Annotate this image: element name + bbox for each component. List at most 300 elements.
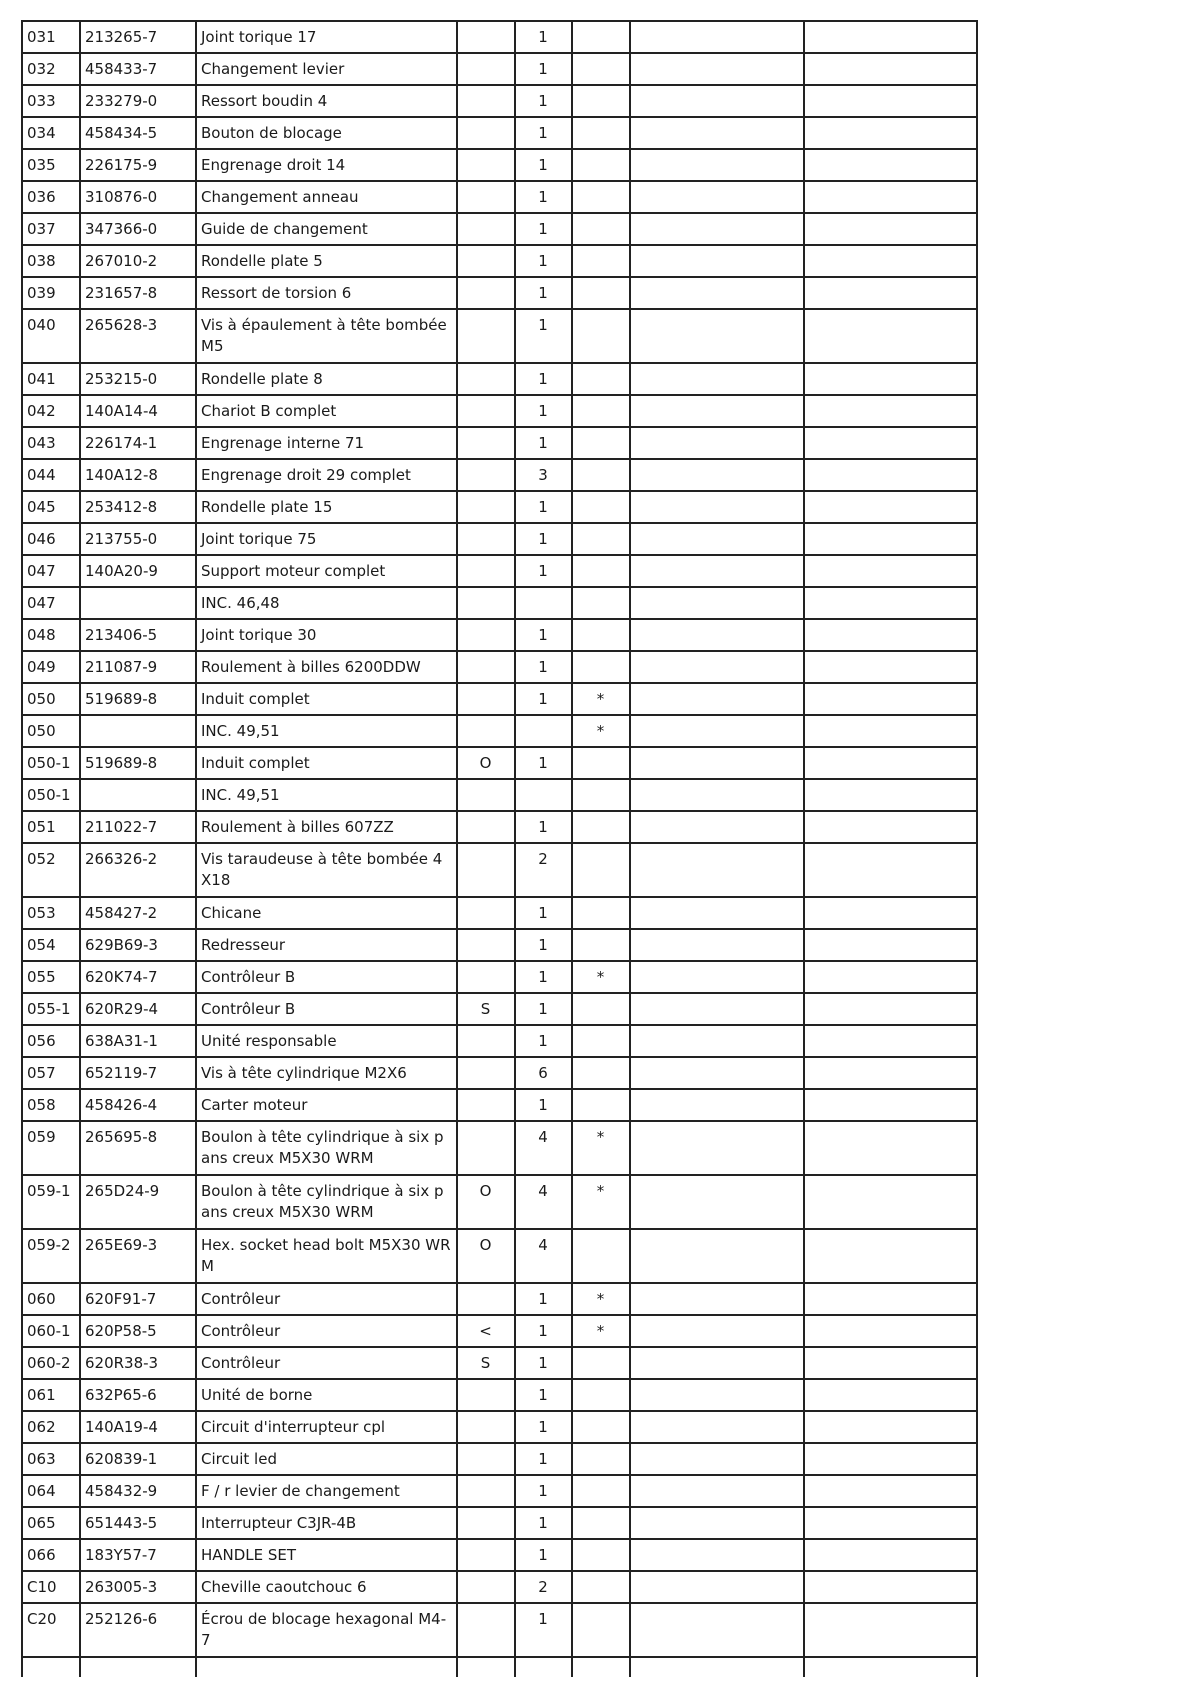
empty-cell — [804, 21, 977, 53]
empty-cell — [630, 1025, 804, 1057]
quantity: 4 — [515, 1121, 572, 1175]
empty-cell — [515, 1657, 572, 1677]
quantity: 4 — [515, 1229, 572, 1283]
variant-flag: O — [457, 1229, 515, 1283]
empty-cell — [22, 1657, 80, 1677]
table-row — [22, 1283, 977, 1315]
part-number — [80, 779, 196, 811]
variant-flag — [457, 491, 515, 523]
empty-cell — [804, 1657, 977, 1677]
part-description: Unité responsable — [196, 1025, 457, 1057]
empty-cell — [630, 1175, 804, 1229]
empty-cell — [804, 523, 977, 555]
part-description: Vis à tête cylindrique M2X6 — [196, 1057, 457, 1089]
remark-mark — [572, 85, 630, 117]
part-number: 140A12-8 — [80, 459, 196, 491]
part-number: 213755-0 — [80, 523, 196, 555]
part-number: 458434-5 — [80, 117, 196, 149]
quantity: 1 — [515, 555, 572, 587]
table-row — [22, 1229, 977, 1283]
variant-flag — [457, 961, 515, 993]
empty-cell — [630, 1089, 804, 1121]
empty-cell — [804, 1539, 977, 1571]
part-description: Changement anneau — [196, 181, 457, 213]
item-number: 047 — [22, 587, 80, 619]
table-row — [22, 1347, 977, 1379]
quantity: 1 — [515, 1411, 572, 1443]
part-number: 252126-6 — [80, 1603, 196, 1657]
table-row — [22, 245, 977, 277]
item-number: 042 — [22, 395, 80, 427]
quantity: 1 — [515, 1089, 572, 1121]
variant-flag — [457, 1539, 515, 1571]
item-number: 053 — [22, 897, 80, 929]
empty-cell — [804, 555, 977, 587]
quantity: 3 — [515, 459, 572, 491]
empty-cell — [630, 961, 804, 993]
part-description: Engrenage droit 29 complet — [196, 459, 457, 491]
empty-cell — [630, 523, 804, 555]
variant-flag: O — [457, 747, 515, 779]
item-number: 064 — [22, 1475, 80, 1507]
part-number: 265628-3 — [80, 309, 196, 363]
empty-cell — [630, 1283, 804, 1315]
empty-cell — [804, 1603, 977, 1657]
empty-cell — [630, 1603, 804, 1657]
remark-mark — [572, 1507, 630, 1539]
empty-cell — [804, 1121, 977, 1175]
empty-cell — [630, 651, 804, 683]
table-row — [22, 53, 977, 85]
remark-mark — [572, 181, 630, 213]
table-row — [22, 1411, 977, 1443]
empty-cell — [630, 1571, 804, 1603]
table-row — [22, 363, 977, 395]
empty-cell — [630, 1507, 804, 1539]
part-number: 226174-1 — [80, 427, 196, 459]
part-number: 253412-8 — [80, 491, 196, 523]
variant-flag — [457, 715, 515, 747]
table-row — [22, 961, 977, 993]
empty-cell — [804, 1025, 977, 1057]
part-description: Boulon à tête cylindrique à six pans creux M5X30 WRM — [196, 1121, 457, 1175]
quantity: 1 — [515, 117, 572, 149]
part-description: Roulement à billes 6200DDW — [196, 651, 457, 683]
quantity: 1 — [515, 651, 572, 683]
quantity: 1 — [515, 619, 572, 651]
empty-cell — [630, 1315, 804, 1347]
quantity — [515, 587, 572, 619]
empty-cell — [804, 1379, 977, 1411]
table-row — [22, 929, 977, 961]
variant-flag — [457, 1571, 515, 1603]
item-number: 050 — [22, 683, 80, 715]
remark-mark — [572, 149, 630, 181]
item-number: 034 — [22, 117, 80, 149]
variant-flag — [457, 619, 515, 651]
quantity: 1 — [515, 1283, 572, 1315]
remark-mark — [572, 1057, 630, 1089]
table-row — [22, 1315, 977, 1347]
empty-cell — [457, 1657, 515, 1677]
part-number: 267010-2 — [80, 245, 196, 277]
quantity: 1 — [515, 85, 572, 117]
table-row — [22, 619, 977, 651]
part-number: 620P58-5 — [80, 1315, 196, 1347]
table-row — [22, 1475, 977, 1507]
part-number: 629B69-3 — [80, 929, 196, 961]
part-description: HANDLE SET — [196, 1539, 457, 1571]
variant-flag — [457, 779, 515, 811]
empty-cell — [630, 1443, 804, 1475]
quantity: 1 — [515, 929, 572, 961]
quantity: 1 — [515, 427, 572, 459]
variant-flag — [457, 363, 515, 395]
part-description: Redresseur — [196, 929, 457, 961]
remark-mark — [572, 587, 630, 619]
remark-mark: * — [572, 1175, 630, 1229]
variant-flag — [457, 587, 515, 619]
remark-mark — [572, 993, 630, 1025]
item-number: 052 — [22, 843, 80, 897]
quantity — [515, 779, 572, 811]
empty-cell — [804, 181, 977, 213]
empty-cell — [804, 53, 977, 85]
empty-cell — [630, 395, 804, 427]
item-number: 054 — [22, 929, 80, 961]
part-number: 183Y57-7 — [80, 1539, 196, 1571]
quantity: 1 — [515, 747, 572, 779]
empty-cell — [804, 961, 977, 993]
part-number: 140A14-4 — [80, 395, 196, 427]
part-number: 347366-0 — [80, 213, 196, 245]
remark-mark — [572, 1229, 630, 1283]
part-description: Contrôleur — [196, 1283, 457, 1315]
part-number: 620K74-7 — [80, 961, 196, 993]
quantity: 1 — [515, 993, 572, 1025]
empty-cell — [804, 213, 977, 245]
remark-mark — [572, 459, 630, 491]
variant-flag — [457, 277, 515, 309]
table-row — [22, 747, 977, 779]
part-number: 140A20-9 — [80, 555, 196, 587]
empty-cell — [804, 395, 977, 427]
table-row — [22, 213, 977, 245]
remark-mark — [572, 1025, 630, 1057]
table-row — [22, 555, 977, 587]
empty-cell — [630, 715, 804, 747]
part-description: Rondelle plate 15 — [196, 491, 457, 523]
quantity: 2 — [515, 1571, 572, 1603]
table-row — [22, 1089, 977, 1121]
empty-cell — [630, 897, 804, 929]
part-number: 310876-0 — [80, 181, 196, 213]
table-row — [22, 683, 977, 715]
variant-flag — [457, 21, 515, 53]
empty-cell — [804, 1057, 977, 1089]
remark-mark — [572, 811, 630, 843]
variant-flag — [457, 427, 515, 459]
part-number: 638A31-1 — [80, 1025, 196, 1057]
quantity: 1 — [515, 245, 572, 277]
item-number: 048 — [22, 619, 80, 651]
empty-cell — [804, 1507, 977, 1539]
part-number — [80, 587, 196, 619]
item-number: 039 — [22, 277, 80, 309]
quantity: 1 — [515, 1347, 572, 1379]
remark-mark: * — [572, 961, 630, 993]
empty-cell — [630, 1057, 804, 1089]
empty-cell — [630, 53, 804, 85]
item-number: 050-1 — [22, 779, 80, 811]
variant-flag — [457, 1089, 515, 1121]
empty-cell — [630, 555, 804, 587]
item-number: 050 — [22, 715, 80, 747]
empty-cell — [630, 587, 804, 619]
quantity: 1 — [515, 1475, 572, 1507]
remark-mark — [572, 619, 630, 651]
empty-cell — [630, 811, 804, 843]
part-description: Vis taraudeuse à tête bombée 4X18 — [196, 843, 457, 897]
part-description: Engrenage droit 14 — [196, 149, 457, 181]
variant-flag — [457, 1283, 515, 1315]
quantity: 1 — [515, 1443, 572, 1475]
quantity: 1 — [515, 491, 572, 523]
empty-cell — [630, 843, 804, 897]
item-number: 055 — [22, 961, 80, 993]
quantity: 6 — [515, 1057, 572, 1089]
variant-flag — [457, 683, 515, 715]
remark-mark — [572, 929, 630, 961]
remark-mark — [572, 1475, 630, 1507]
part-number: 226175-9 — [80, 149, 196, 181]
empty-cell — [630, 1347, 804, 1379]
part-number: 620839-1 — [80, 1443, 196, 1475]
table-row — [22, 587, 977, 619]
variant-flag — [457, 843, 515, 897]
empty-cell — [630, 1229, 804, 1283]
part-description: Hex. socket head bolt M5X30 WRM — [196, 1229, 457, 1283]
remark-mark — [572, 1347, 630, 1379]
variant-flag — [457, 85, 515, 117]
remark-mark — [572, 395, 630, 427]
empty-cell — [804, 1475, 977, 1507]
remark-mark — [572, 1539, 630, 1571]
empty-cell — [804, 929, 977, 961]
variant-flag — [457, 555, 515, 587]
part-description: Induit complet — [196, 747, 457, 779]
table-row — [22, 1025, 977, 1057]
variant-flag — [457, 181, 515, 213]
variant-flag — [457, 309, 515, 363]
part-description: Écrou de blocage hexagonal M4-7 — [196, 1603, 457, 1657]
part-number: 231657-8 — [80, 277, 196, 309]
table-row — [22, 779, 977, 811]
variant-flag — [457, 897, 515, 929]
part-description: Vis à épaulement à tête bombée M5 — [196, 309, 457, 363]
part-number: 651443-5 — [80, 1507, 196, 1539]
part-number: 211022-7 — [80, 811, 196, 843]
table-row — [22, 897, 977, 929]
variant-flag — [457, 1057, 515, 1089]
remark-mark — [572, 843, 630, 897]
empty-cell — [804, 1229, 977, 1283]
empty-cell — [804, 309, 977, 363]
remark-mark — [572, 1379, 630, 1411]
part-description: Circuit d'interrupteur cpl — [196, 1411, 457, 1443]
part-number: 265D24-9 — [80, 1175, 196, 1229]
empty-cell — [630, 149, 804, 181]
empty-cell — [804, 1571, 977, 1603]
empty-cell — [630, 309, 804, 363]
part-description: Carter moteur — [196, 1089, 457, 1121]
quantity: 1 — [515, 1379, 572, 1411]
item-number: 036 — [22, 181, 80, 213]
empty-cell — [804, 747, 977, 779]
item-number: 038 — [22, 245, 80, 277]
variant-flag — [457, 459, 515, 491]
part-number: 213406-5 — [80, 619, 196, 651]
item-number: 044 — [22, 459, 80, 491]
part-description: Interrupteur C3JR-4B — [196, 1507, 457, 1539]
empty-cell — [630, 491, 804, 523]
variant-flag — [457, 1507, 515, 1539]
empty-cell — [804, 1347, 977, 1379]
remark-mark — [572, 747, 630, 779]
part-number: 458432-9 — [80, 1475, 196, 1507]
part-description: Chariot B complet — [196, 395, 457, 427]
empty-cell — [804, 1089, 977, 1121]
remark-mark: * — [572, 1283, 630, 1315]
empty-cell — [630, 1121, 804, 1175]
item-number: 059-2 — [22, 1229, 80, 1283]
part-description: Ressort de torsion 6 — [196, 277, 457, 309]
empty-cell — [630, 213, 804, 245]
quantity: 1 — [515, 961, 572, 993]
variant-flag — [457, 1025, 515, 1057]
table-row — [22, 523, 977, 555]
remark-mark — [572, 1411, 630, 1443]
table-row — [22, 459, 977, 491]
item-number: 056 — [22, 1025, 80, 1057]
item-number: 059 — [22, 1121, 80, 1175]
quantity: 1 — [515, 1507, 572, 1539]
quantity: 1 — [515, 523, 572, 555]
table-row — [22, 811, 977, 843]
table-row — [22, 309, 977, 363]
quantity: 4 — [515, 1175, 572, 1229]
quantity: 2 — [515, 843, 572, 897]
part-number: 652119-7 — [80, 1057, 196, 1089]
variant-flag — [457, 1443, 515, 1475]
quantity: 1 — [515, 811, 572, 843]
table-row — [22, 1571, 977, 1603]
item-number: 049 — [22, 651, 80, 683]
table-row — [22, 1121, 977, 1175]
item-number: 055-1 — [22, 993, 80, 1025]
quantity: 1 — [515, 309, 572, 363]
empty-cell — [630, 117, 804, 149]
part-description: Joint torique 17 — [196, 21, 457, 53]
empty-cell — [804, 363, 977, 395]
empty-cell — [804, 117, 977, 149]
parts-table — [21, 20, 978, 1677]
remark-mark — [572, 277, 630, 309]
remark-mark — [572, 1603, 630, 1657]
empty-cell — [196, 1657, 457, 1677]
empty-cell — [630, 929, 804, 961]
quantity: 1 — [515, 149, 572, 181]
table-row — [22, 1057, 977, 1089]
item-number: 060-1 — [22, 1315, 80, 1347]
variant-flag — [457, 1121, 515, 1175]
empty-cell — [630, 1379, 804, 1411]
quantity: 1 — [515, 277, 572, 309]
part-description: INC. 49,51 — [196, 715, 457, 747]
quantity: 1 — [515, 53, 572, 85]
part-number: 265695-8 — [80, 1121, 196, 1175]
empty-cell — [804, 651, 977, 683]
remark-mark — [572, 363, 630, 395]
item-number: C20 — [22, 1603, 80, 1657]
empty-cell — [630, 21, 804, 53]
part-description: Bouton de blocage — [196, 117, 457, 149]
part-number: 253215-0 — [80, 363, 196, 395]
part-number: 519689-8 — [80, 683, 196, 715]
remark-mark — [572, 555, 630, 587]
part-description: Cheville caoutchouc 6 — [196, 1571, 457, 1603]
quantity: 1 — [515, 897, 572, 929]
part-number: 213265-7 — [80, 21, 196, 53]
part-description: Induit complet — [196, 683, 457, 715]
empty-cell — [630, 363, 804, 395]
table-row — [22, 715, 977, 747]
quantity: 1 — [515, 683, 572, 715]
empty-cell — [630, 427, 804, 459]
item-number: 041 — [22, 363, 80, 395]
item-number: 045 — [22, 491, 80, 523]
part-description: Roulement à billes 607ZZ — [196, 811, 457, 843]
part-number — [80, 715, 196, 747]
quantity: 1 — [515, 1025, 572, 1057]
item-number: 032 — [22, 53, 80, 85]
empty-cell — [804, 149, 977, 181]
quantity: 1 — [515, 363, 572, 395]
part-number: 233279-0 — [80, 85, 196, 117]
item-number: 066 — [22, 1539, 80, 1571]
part-description: Changement levier — [196, 53, 457, 85]
part-description: Rondelle plate 5 — [196, 245, 457, 277]
empty-cell — [804, 683, 977, 715]
part-description: INC. 49,51 — [196, 779, 457, 811]
remark-mark — [572, 1443, 630, 1475]
quantity — [515, 715, 572, 747]
quantity: 1 — [515, 21, 572, 53]
item-number: 033 — [22, 85, 80, 117]
table-row — [22, 1379, 977, 1411]
part-description: Boulon à tête cylindrique à six pans creux M5X30 WRM — [196, 1175, 457, 1229]
table-row — [22, 181, 977, 213]
empty-cell — [630, 245, 804, 277]
part-number: 458426-4 — [80, 1089, 196, 1121]
empty-cell — [804, 1175, 977, 1229]
part-description: Contrôleur B — [196, 961, 457, 993]
remark-mark — [572, 1089, 630, 1121]
item-number: 037 — [22, 213, 80, 245]
empty-cell — [630, 277, 804, 309]
item-number: 051 — [22, 811, 80, 843]
variant-flag — [457, 213, 515, 245]
